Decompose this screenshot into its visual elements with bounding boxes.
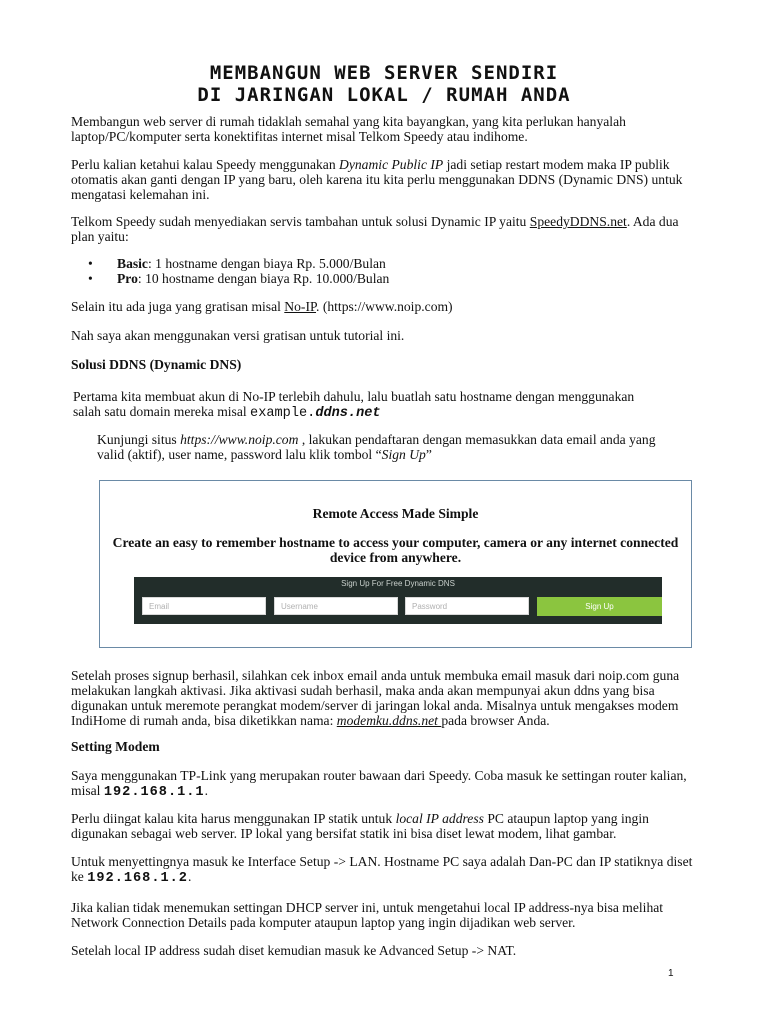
code-example: example.: [250, 406, 316, 421]
plan-desc: : 1 hostname dengan biaya Rp. 5.000/Bulan: [147, 256, 386, 271]
plan-desc: : 10 hostname dengan biaya Rp. 10.000/Bulan: [137, 271, 390, 286]
plan-list: [71, 256, 389, 286]
heading-setting-modem: [71, 739, 701, 754]
list-item: [71, 256, 389, 271]
text: .: [187, 869, 192, 884]
bullet-icon: •: [88, 256, 93, 271]
heading-ddns: [71, 357, 701, 372]
heading-text: Setting Modem: [71, 739, 160, 754]
paragraph-after-signup: [71, 668, 701, 728]
paragraph-noip: [71, 299, 701, 314]
paragraph-visit-site: [97, 432, 681, 462]
bullet-icon: •: [88, 271, 93, 286]
text: . Ada dua plan yaitu:: [71, 214, 679, 244]
title-line-1: MEMBANGUN WEB SERVER SENDIRI: [209, 62, 559, 84]
text: Pertama kita membuat akun di No-IP terlebih dahulu, lalu buatlah satu hostname dengan menggunakan salah satu domain mereka misal: [73, 389, 635, 419]
url-noip[interactable]: https://www.noip.com: [180, 432, 299, 447]
plan-name: Basic: [117, 256, 148, 271]
signup-bar: [134, 577, 662, 624]
document-title: [0, 62, 768, 106]
text: . (https://www.noip.com): [316, 299, 453, 314]
link-noip[interactable]: No-IP: [284, 299, 317, 314]
code-ddns-net: ddns.net: [315, 406, 381, 421]
list-item: [71, 271, 389, 286]
plan-name: Pro: [117, 271, 138, 286]
paragraph-nat: Setelah local IP address sudah diset kemudian masuk ke Advanced Setup -> NAT.: [71, 943, 517, 958]
link-modemku[interactable]: modemku.ddns.net: [336, 713, 442, 728]
title-line-2: DI JARINGAN LOKAL / RUMAH ANDA: [197, 84, 571, 106]
username-input[interactable]: Username: [274, 597, 398, 615]
paragraph-lan-setup: [71, 854, 701, 886]
text: Perlu kalian ketahui kalau Speedy menggunakan: [71, 157, 340, 172]
paragraph-free-version: Nah saya akan menggunakan versi gratisan untuk tutorial ini.: [71, 328, 405, 343]
ip-router: 192.168.1.1: [103, 785, 205, 800]
text: Kunjungi situs: [97, 432, 181, 447]
paragraph-dhcp: Jika kalian tidak menemukan settingan DHCP server ini, untuk mengetahui local IP address-nya bisa melihat Network Connection Details pada komputer ataupun laptop yang ingin dijadikan web server.: [71, 900, 664, 930]
paragraph-speedyddns: [71, 214, 701, 244]
text: Untuk menyettingnya masuk ke Interface Setup -> LAN. Hostname PC saya adalah Dan-PC dan IP statiknya diset ke: [71, 854, 693, 884]
text: ”: [425, 447, 432, 462]
text: , lakukan pendaftaran dengan memasukkan data email anda yang valid (aktif), user name, password lalu klik tombol “: [97, 432, 656, 462]
text: Perlu diingat kalau kita harus menggunakan IP statik untuk: [71, 811, 396, 826]
ip-static: 192.168.1.2: [87, 871, 188, 886]
term-dynamic-public-ip: Dynamic Public IP: [339, 157, 444, 172]
paragraph-create-account: [73, 389, 663, 421]
box-heading: Remote Access Made Simple: [312, 506, 479, 521]
text: Setelah proses signup berhasil, silahkan cek inbox email anda untuk membuka email masuk dari noip.com guna melakukan langkah aktivasi. Jika aktivasi sudah berhasil, maka anda akan mempunyai akun ddns yang bisa digunakan untuk meremote perangkat modem/server di jaringan lokal anda. Misalnya untuk mengakses modem IndiHome di rumah anda, bisa diketikkan nama:: [71, 668, 680, 728]
text: Telkom Speedy sudah menyediakan servis tambahan untuk solusi Dynamic IP yaitu: [71, 214, 530, 229]
signup-bar-caption: Sign Up For Free Dynamic DNS: [341, 579, 455, 588]
term-sign-up: Sign Up: [381, 447, 426, 462]
text: PC ataupun laptop yang ingin digunakan sebagai web server. IP lokal yang bersifat statik ini bisa diset lewat modem, lihat gambar.: [71, 811, 649, 841]
paragraph-static-ip: [71, 811, 701, 841]
text: jadi setiap restart modem maka IP publik otomatis akan ganti dengan IP yang baru, oleh karena itu kita perlu menggunakan DDNS (Dynamic DNS) untuk mengatasi kelemahan ini.: [71, 157, 683, 202]
email-input[interactable]: Email: [142, 597, 266, 615]
term-local-ip: local IP address: [395, 811, 484, 826]
password-input[interactable]: Password: [405, 597, 529, 615]
link-speedyddns[interactable]: SpeedyDDNS.net: [529, 214, 627, 229]
paragraph-router: [71, 768, 701, 800]
paragraph-dynamic-ip: [71, 157, 701, 202]
text: .: [204, 783, 208, 798]
page-number: 1: [668, 968, 674, 979]
heading-text: Solusi DDNS (Dynamic DNS): [71, 357, 242, 372]
text: pada browser Anda.: [441, 713, 550, 728]
noip-signup-screenshot: [99, 480, 692, 648]
text: Saya menggunakan TP-Link yang merupakan router bawaan dari Speedy. Coba masuk ke settingan router kalian, misal: [71, 768, 687, 798]
sign-up-button[interactable]: Sign Up: [537, 597, 662, 616]
paragraph-intro: Membangun web server di rumah tidaklah semahal yang kita bayangkan, yang kita perlukan hanyalah laptop/PC/komputer serta konektifitas internet misal Telkom Speedy atau indihome.: [71, 114, 626, 144]
text: Selain itu ada juga yang gratisan misal: [71, 299, 285, 314]
box-subheading: Create an easy to remember hostname to access your computer, camera or any internet connected device from anywhere.: [112, 535, 679, 565]
